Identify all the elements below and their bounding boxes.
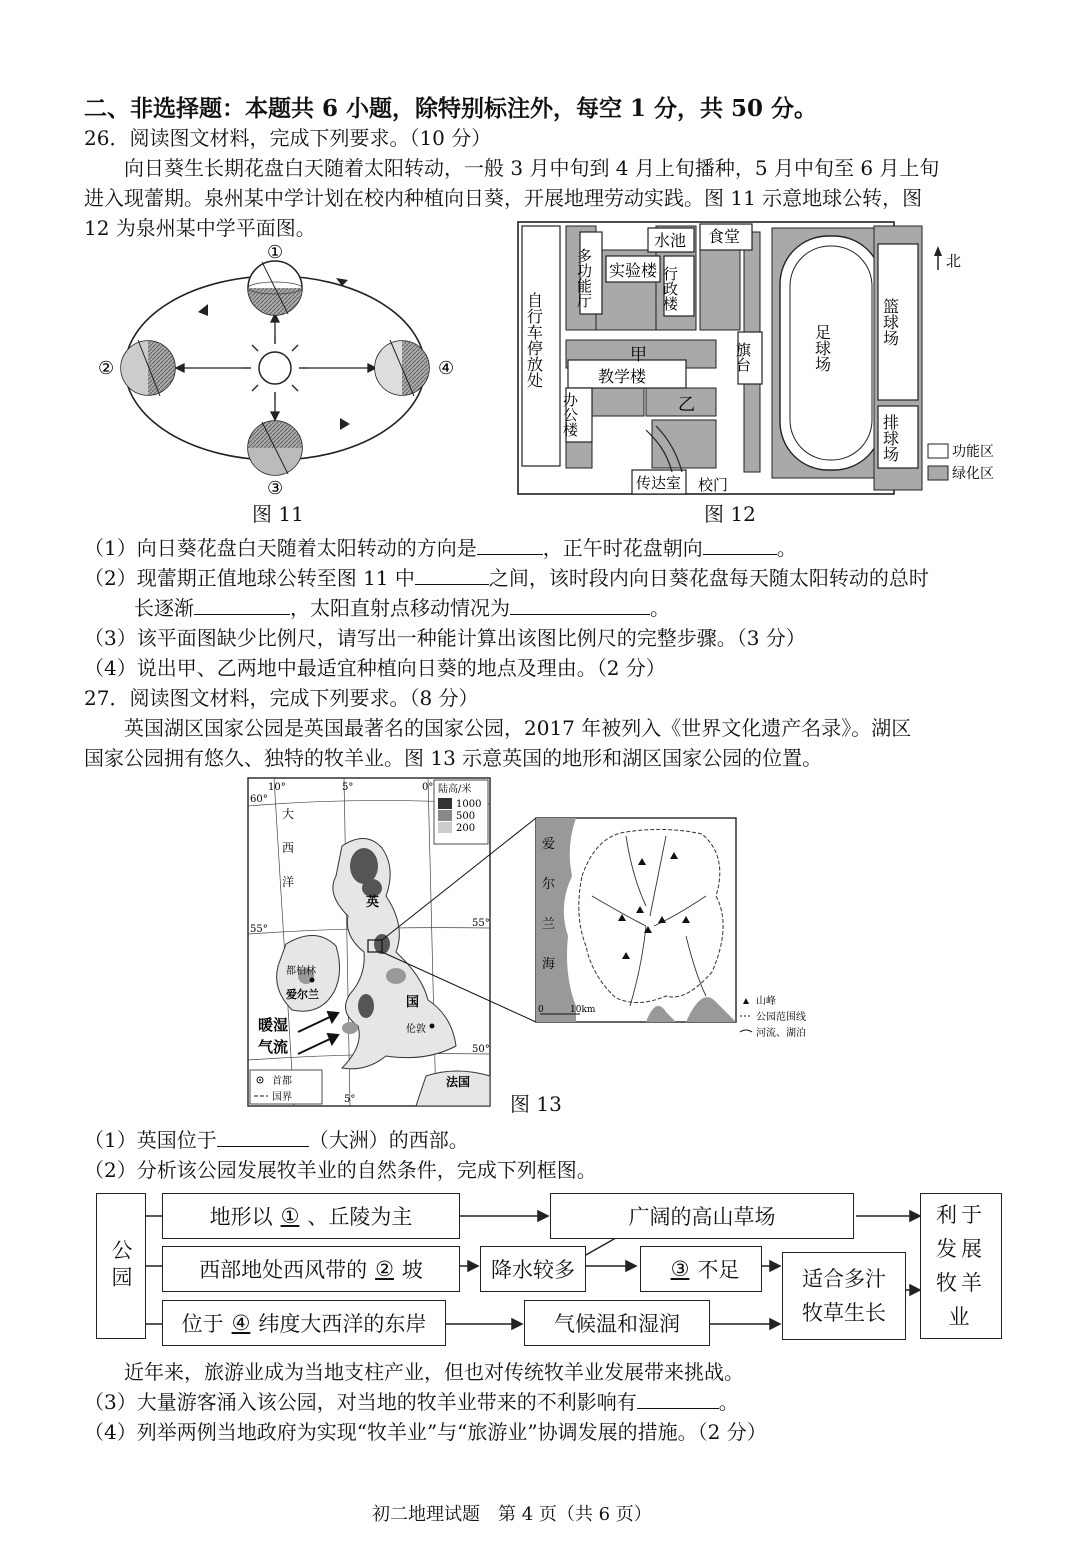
answer-blank[interactable] <box>194 594 290 615</box>
elev-200: 200 <box>456 823 476 834</box>
q27-para-3: 近年来，旅游业成为当地支柱产业，但也对传统牧羊业发展带来挑战。 <box>124 1360 744 1384</box>
answer-blank[interactable] <box>510 594 650 615</box>
irish-sea-char-2: 尔 <box>542 877 556 892</box>
answer-blank[interactable] <box>217 1126 309 1147</box>
irish-sea-char-1: 爱 <box>542 837 556 852</box>
legend-green-swatch <box>928 466 948 480</box>
ocean-char-2: 西 <box>282 841 295 855</box>
legend-border: 国界 <box>272 1092 292 1103</box>
wind-label-1: 暖湿 <box>258 1016 289 1034</box>
earth-position-1 <box>248 261 302 315</box>
answer-blank[interactable] <box>637 1388 719 1409</box>
legend-peak: 山峰 <box>756 996 776 1007</box>
irish-sea-char-4: 海 <box>542 957 556 972</box>
flow-box-rain: 降水较多 <box>480 1246 586 1292</box>
lon-5w-bottom: 5° <box>344 1094 356 1105</box>
q27-para-2: 国家公园拥有悠久、独特的牧羊业。图 13 示意英国的地形和湖区国家公园的位置。 <box>84 746 823 770</box>
q26-3: （3）该平面图缺少比例尺，请写出一种能计算出该图比例尺的完整步骤。（3 分） <box>84 626 806 650</box>
irish-sea-char-3: 兰 <box>542 917 556 932</box>
sun-icon <box>243 336 307 400</box>
ocean-char-3: 洋 <box>282 875 295 889</box>
q27-title: 27．阅读图文材料，完成下列要求。（8 分） <box>84 686 479 710</box>
flow-box-sunshine: ③ 不足 <box>640 1246 762 1292</box>
figure-12-caption: 图 12 <box>704 502 756 526</box>
q26-1: （1）向日葵花盘白天随着太阳转动的方向是 ，正午时花盘朝向 。 <box>84 536 797 560</box>
q27-3: （3）大量游客涌入该公园，对当地的牧羊业带来的不利影响有 。 <box>84 1390 739 1414</box>
label-multi-hall: 多功能厅 <box>575 248 593 308</box>
label-pool: 水池 <box>654 231 687 250</box>
label-gate: 校门 <box>698 476 729 494</box>
lon-10w: 10° <box>268 782 286 793</box>
section-title: 二、非选择题：本题共 6 小题，除特别标注外，每空 1 分，共 50 分。 <box>84 95 818 122</box>
earth-position-2 <box>121 340 175 396</box>
legend-park-boundary: 公园范围线 <box>756 1012 806 1023</box>
legend-functional: 功能区 <box>952 444 994 460</box>
q26-title: 26．阅读图文材料，完成下列要求。（10 分） <box>84 126 492 150</box>
ocean-char-1: 大 <box>282 807 295 821</box>
label-flag: 旗台 <box>734 342 752 372</box>
elev-1000: 1000 <box>456 799 482 810</box>
page-footer: 初二地理试题 第 4 页（共 6 页） <box>372 1504 652 1525</box>
label-gatehouse: 传达室 <box>636 474 682 492</box>
label-yi: 乙 <box>678 395 695 415</box>
q26-4: （4）说出甲、乙两地中最适宜种植向日葵的地点及理由。（2 分） <box>84 656 666 680</box>
lat-50: 50° <box>472 1044 490 1055</box>
london-label: 伦敦 <box>406 1024 426 1035</box>
flow-box-result: 利于发展牧羊业 <box>920 1193 1002 1339</box>
label-bike-parking: 自行车停放处 <box>524 292 544 388</box>
flow-box-latitude: 位于 ④ 纬度大西洋的东岸 <box>162 1300 446 1346</box>
earth-position-4 <box>375 340 429 396</box>
answer-blank[interactable] <box>703 534 777 555</box>
flow-box-climate: 气候温和湿润 <box>524 1300 710 1346</box>
flow-box-westerly: 西部地处西风带的 ② 坡 <box>162 1246 460 1292</box>
lat-60: 60° <box>250 794 268 805</box>
figure-13-uk-map <box>246 776 906 1110</box>
label-4: ④ <box>438 358 455 379</box>
answer-blank[interactable] <box>415 564 489 585</box>
label-jia: 甲 <box>630 345 647 365</box>
q26-2a: （2）现蕾期正值地球公转至图 11 中 之间，该时段内向日葵花盘每天随太阳转动的总时 <box>84 566 929 590</box>
label-canteen: 食堂 <box>708 227 741 246</box>
dublin-label: 都柏林 <box>286 966 316 977</box>
figure-11-orbit <box>100 240 480 500</box>
figure-13-caption: 图 13 <box>510 1092 562 1116</box>
ireland-label: 爱尔兰 <box>286 988 319 1001</box>
label-basketball: 篮球场 <box>880 298 900 346</box>
q26-2b: 长逐渐 ，太阳直射点移动情况为 。 <box>134 596 670 620</box>
legend-river: 河流、湖泊 <box>756 1028 806 1039</box>
label-teaching: 教学楼 <box>598 367 647 386</box>
label-3: ③ <box>267 478 284 499</box>
q27-4: （4）列举两例当地政府为实现“牧羊业”与“旅游业”协调发展的措施。（2 分） <box>84 1420 767 1444</box>
label-1: ① <box>267 242 284 263</box>
q26-para-2: 进入现蕾期。泉州某中学计划在校内种植向日葵，开展地理劳动实践。图 11 示意地球公转，图 <box>84 186 923 210</box>
elev-500: 500 <box>456 811 476 822</box>
lon-5w: 5° <box>342 782 354 793</box>
uk-char-1: 英 <box>366 895 380 910</box>
label-football: 足球场 <box>812 324 832 372</box>
wind-label-2: 气流 <box>258 1038 289 1056</box>
flow-box-park: 公园 <box>96 1193 146 1339</box>
answer-blank[interactable] <box>477 534 543 555</box>
figure-12-campus-map <box>516 220 1006 498</box>
q27-2: （2）分析该公园发展牧羊业的自然条件，完成下列框图。 <box>84 1158 597 1182</box>
label-lab: 实验楼 <box>609 261 658 280</box>
uk-char-2: 国 <box>406 995 420 1010</box>
earth-position-3 <box>248 421 302 475</box>
flow-box-grassland: 广阔的高山草场 <box>550 1193 854 1239</box>
legend-green: 绿化区 <box>952 466 994 482</box>
lat-55-left: 55° <box>250 924 268 935</box>
scale-0: 0 <box>538 1005 544 1015</box>
north-label: 北 <box>946 252 962 270</box>
q26-para-1: 向日葵生长期花盘白天随着太阳转动，一般 3 月中旬到 4 月上旬播种，5 月中旬至 6 月上旬 <box>124 156 940 180</box>
legend-capital: 首都 <box>272 1076 292 1087</box>
label-volleyball: 排球场 <box>880 414 900 462</box>
q26-para-3: 12 为泉州某中学平面图。 <box>84 216 316 240</box>
flow-box-terrain: 地形以 ① 、丘陵为主 <box>162 1193 460 1239</box>
figure-11-caption: 图 11 <box>252 502 304 526</box>
scale-10km: 10km <box>570 1005 596 1015</box>
france-label: 法国 <box>446 1075 471 1089</box>
elev-title: 陆高/米 <box>438 784 472 795</box>
label-2: ② <box>98 358 115 379</box>
q27-1: （1）英国位于 （大洲）的西部。 <box>84 1128 469 1152</box>
lon-0-top: 0° <box>422 782 434 793</box>
label-office: 办公楼 <box>561 392 579 437</box>
lat-55-right: 55° <box>472 918 490 929</box>
north-arrow-icon <box>934 246 942 270</box>
flow-box-pasture: 适合多汁牧草生长 <box>782 1252 906 1340</box>
legend-functional-swatch <box>928 444 948 458</box>
q27-para-1: 英国湖区国家公园是英国最著名的国家公园，2017 年被列入《世界文化遗产名录》。湖区 <box>124 716 912 740</box>
label-admin: 行政楼 <box>661 266 679 311</box>
